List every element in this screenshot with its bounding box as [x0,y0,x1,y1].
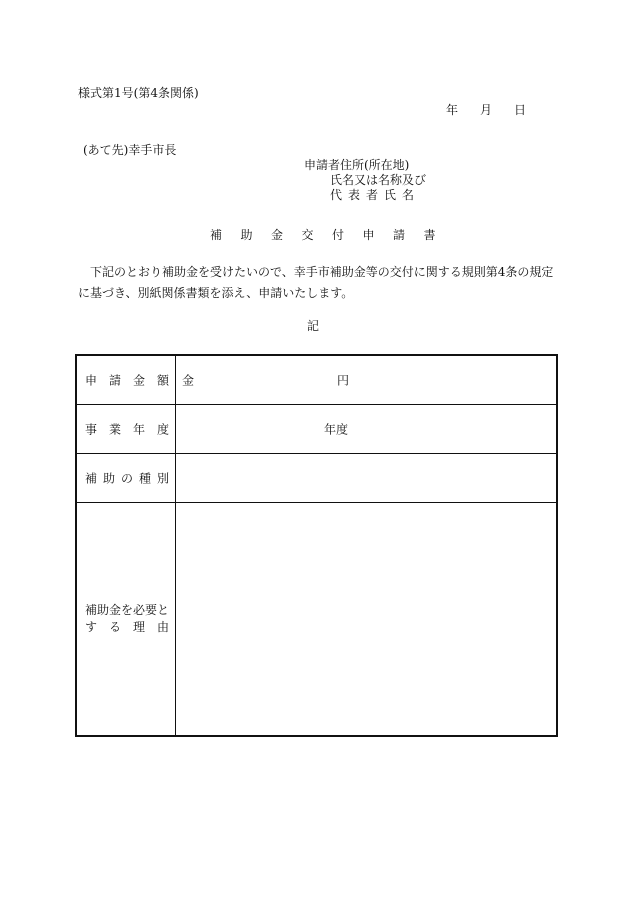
table-row-reason [76,502,557,736]
fiscal-year-unit: 年度 [324,422,349,436]
reason-label-cell [76,502,176,736]
application-table [75,354,558,737]
amount-label: 申請金額 [85,373,169,388]
fiscal-year-label: 事業年度 [85,422,169,436]
type-label-cell [76,453,176,502]
amount-field[interactable] [176,355,558,404]
reason-label [85,602,169,636]
body-text: 下記のとおり補助金を受けたいので、幸手市補助金等の交付に関する規則第4条の規定に基づき、別紙関係書類を添え、申請いたします。 [78,265,554,300]
addressee: (あて先)幸手市長 [83,143,177,157]
date-day: 日 [514,103,527,117]
applicant-representative-label: 代表者氏名 [330,188,421,202]
reason-label-line2: する理由 [85,619,169,634]
type-label: 補助の種別 [85,471,169,485]
applicant-name-label: 氏名又は名称及び [330,173,427,187]
table-row-amount [76,355,557,404]
fiscal-year-label-cell [76,404,176,453]
reason-label-line1: 補助金を必要と [85,602,170,617]
amount-prefix: 金 [182,373,195,388]
reason-field[interactable] [176,502,558,736]
date-line [446,104,526,116]
date-year: 年 [446,103,459,117]
amount-label-cell [76,355,176,404]
ki-heading: 記 [307,319,320,333]
applicant-address-label: 申請者住所(所在地) [304,158,410,172]
document-title: 補助金交付申請書 [210,228,455,242]
table-row-type [76,453,557,502]
date-month: 月 [480,103,493,117]
applicant-block [304,158,426,203]
fiscal-year-field[interactable] [176,404,558,453]
amount-unit: 円 [337,373,350,388]
form-number: 様式第1号(第4条関係) [78,86,199,100]
table-row-fiscal-year [76,404,557,453]
type-field[interactable] [176,453,558,502]
